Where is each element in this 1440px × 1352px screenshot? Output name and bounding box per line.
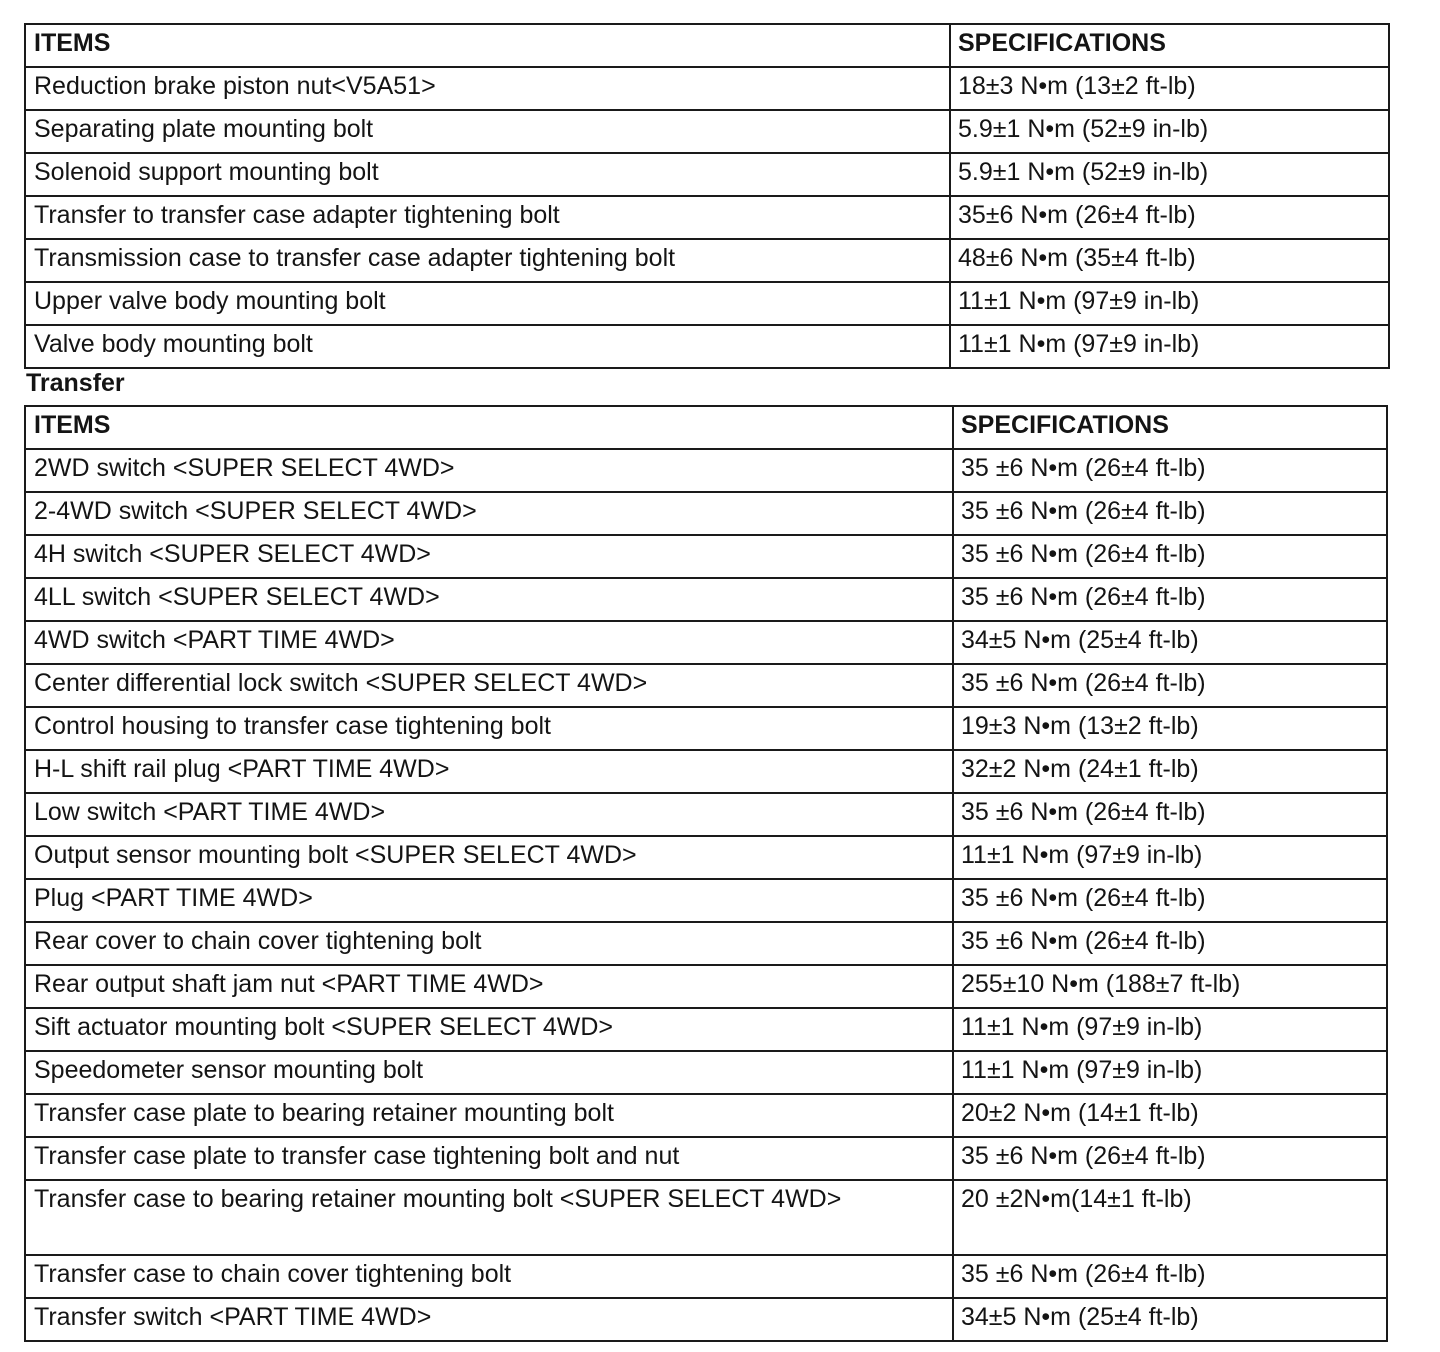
item-cell: Transfer switch <PART TIME 4WD>: [25, 1298, 953, 1341]
item-cell: 4WD switch <PART TIME 4WD>: [25, 621, 953, 664]
table-row: [25, 664, 1387, 707]
specification-cell: 5.9±1 N•m (52±9 in-lb): [950, 153, 1389, 196]
table-row: [25, 1008, 1387, 1051]
table-row: [25, 110, 1389, 153]
item-cell: 2-4WD switch <SUPER SELECT 4WD>: [25, 492, 953, 535]
torque-spec-table-1: [24, 23, 1390, 369]
specification-cell: 20±2 N•m (14±1 ft-lb): [953, 1094, 1387, 1137]
section-title-transfer: Transfer: [26, 369, 125, 397]
table-row: [25, 1137, 1387, 1180]
item-cell: Transfer case to chain cover tightening bolt: [25, 1255, 953, 1298]
table-row: [25, 239, 1389, 282]
item-cell: Center differential lock switch <SUPER SELECT 4WD>: [25, 664, 953, 707]
table-row: [25, 535, 1387, 578]
specification-cell: 11±1 N•m (97±9 in-lb): [953, 1051, 1387, 1094]
specification-cell: 19±3 N•m (13±2 ft-lb): [953, 707, 1387, 750]
table-row: [25, 492, 1387, 535]
table-row: [25, 750, 1387, 793]
table-row: [25, 922, 1387, 965]
item-cell: 4H switch <SUPER SELECT 4WD>: [25, 535, 953, 578]
specification-cell: 11±1 N•m (97±9 in-lb): [950, 325, 1389, 368]
table-2-body: [25, 406, 1387, 1341]
table-row: [25, 282, 1389, 325]
item-cell: Rear cover to chain cover tightening bolt: [25, 922, 953, 965]
specifications-header: SPECIFICATIONS: [953, 406, 1387, 449]
specification-cell: 34±5 N•m (25±4 ft-lb): [953, 1298, 1387, 1341]
item-cell: Transfer case plate to transfer case tightening bolt and nut: [25, 1137, 953, 1180]
item-cell: H-L shift rail plug <PART TIME 4WD>: [25, 750, 953, 793]
item-cell: Rear output shaft jam nut <PART TIME 4WD>: [25, 965, 953, 1008]
table-row: [25, 196, 1389, 239]
specification-cell: 35±6 N•m (26±4 ft-lb): [950, 196, 1389, 239]
item-cell: Transfer to transfer case adapter tightening bolt: [25, 196, 950, 239]
specification-cell: 11±1 N•m (97±9 in-lb): [953, 1008, 1387, 1051]
table-1-body: [25, 24, 1389, 368]
item-cell: Valve body mounting bolt: [25, 325, 950, 368]
specification-cell: 35 ±6 N•m (26±4 ft-lb): [953, 664, 1387, 707]
table-row: [25, 621, 1387, 664]
item-cell: Output sensor mounting bolt <SUPER SELECT 4WD>: [25, 836, 953, 879]
item-cell: Low switch <PART TIME 4WD>: [25, 793, 953, 836]
item-cell: Upper valve body mounting bolt: [25, 282, 950, 325]
table-row: [25, 325, 1389, 368]
items-header: ITEMS: [25, 406, 953, 449]
table-row: [25, 1255, 1387, 1298]
table-row: [25, 1298, 1387, 1341]
torque-spec-table-transfer: [24, 405, 1388, 1342]
table-row: [25, 1094, 1387, 1137]
specification-cell: 35 ±6 N•m (26±4 ft-lb): [953, 1137, 1387, 1180]
specification-cell: 255±10 N•m (188±7 ft-lb): [953, 965, 1387, 1008]
specification-cell: 35 ±6 N•m (26±4 ft-lb): [953, 922, 1387, 965]
item-cell: Transfer case to bearing retainer mounting bolt <SUPER SELECT 4WD>: [25, 1180, 953, 1255]
table-row: [25, 836, 1387, 879]
specification-cell: 11±1 N•m (97±9 in-lb): [950, 282, 1389, 325]
item-cell: Sift actuator mounting bolt <SUPER SELECT 4WD>: [25, 1008, 953, 1051]
specification-cell: 18±3 N•m (13±2 ft-lb): [950, 67, 1389, 110]
table-row: [25, 67, 1389, 110]
specification-cell: 35 ±6 N•m (26±4 ft-lb): [953, 793, 1387, 836]
table-row: [25, 1180, 1387, 1255]
specification-cell: 20 ±2N•m(14±1 ft-lb): [953, 1180, 1387, 1255]
specification-cell: 48±6 N•m (35±4 ft-lb): [950, 239, 1389, 282]
table-row: [25, 707, 1387, 750]
specification-cell: 35 ±6 N•m (26±4 ft-lb): [953, 578, 1387, 621]
specification-cell: 35 ±6 N•m (26±4 ft-lb): [953, 449, 1387, 492]
item-cell: Solenoid support mounting bolt: [25, 153, 950, 196]
specification-cell: 32±2 N•m (24±1 ft-lb): [953, 750, 1387, 793]
table-row: [25, 793, 1387, 836]
table-2-header-row: [25, 406, 1387, 449]
item-cell: Reduction brake piston nut<V5A51>: [25, 67, 950, 110]
specification-cell: 35 ±6 N•m (26±4 ft-lb): [953, 492, 1387, 535]
item-cell: Transfer case plate to bearing retainer mounting bolt: [25, 1094, 953, 1137]
table-row: [25, 449, 1387, 492]
table-1-header-row: [25, 24, 1389, 67]
specification-cell: 11±1 N•m (97±9 in-lb): [953, 836, 1387, 879]
item-cell: Separating plate mounting bolt: [25, 110, 950, 153]
item-cell: Transmission case to transfer case adapter tightening bolt: [25, 239, 950, 282]
specification-cell: 35 ±6 N•m (26±4 ft-lb): [953, 879, 1387, 922]
table-row: [25, 578, 1387, 621]
item-cell: Speedometer sensor mounting bolt: [25, 1051, 953, 1094]
table-row: [25, 879, 1387, 922]
items-header: ITEMS: [25, 24, 950, 67]
specification-cell: 35 ±6 N•m (26±4 ft-lb): [953, 1255, 1387, 1298]
item-cell: 4LL switch <SUPER SELECT 4WD>: [25, 578, 953, 621]
item-cell: Control housing to transfer case tightening bolt: [25, 707, 953, 750]
table-row: [25, 1051, 1387, 1094]
specification-cell: 35 ±6 N•m (26±4 ft-lb): [953, 535, 1387, 578]
item-cell: Plug <PART TIME 4WD>: [25, 879, 953, 922]
specifications-header: SPECIFICATIONS: [950, 24, 1389, 67]
item-cell: 2WD switch <SUPER SELECT 4WD>: [25, 449, 953, 492]
table-row: [25, 965, 1387, 1008]
table-row: [25, 153, 1389, 196]
specification-cell: 5.9±1 N•m (52±9 in-lb): [950, 110, 1389, 153]
specification-cell: 34±5 N•m (25±4 ft-lb): [953, 621, 1387, 664]
